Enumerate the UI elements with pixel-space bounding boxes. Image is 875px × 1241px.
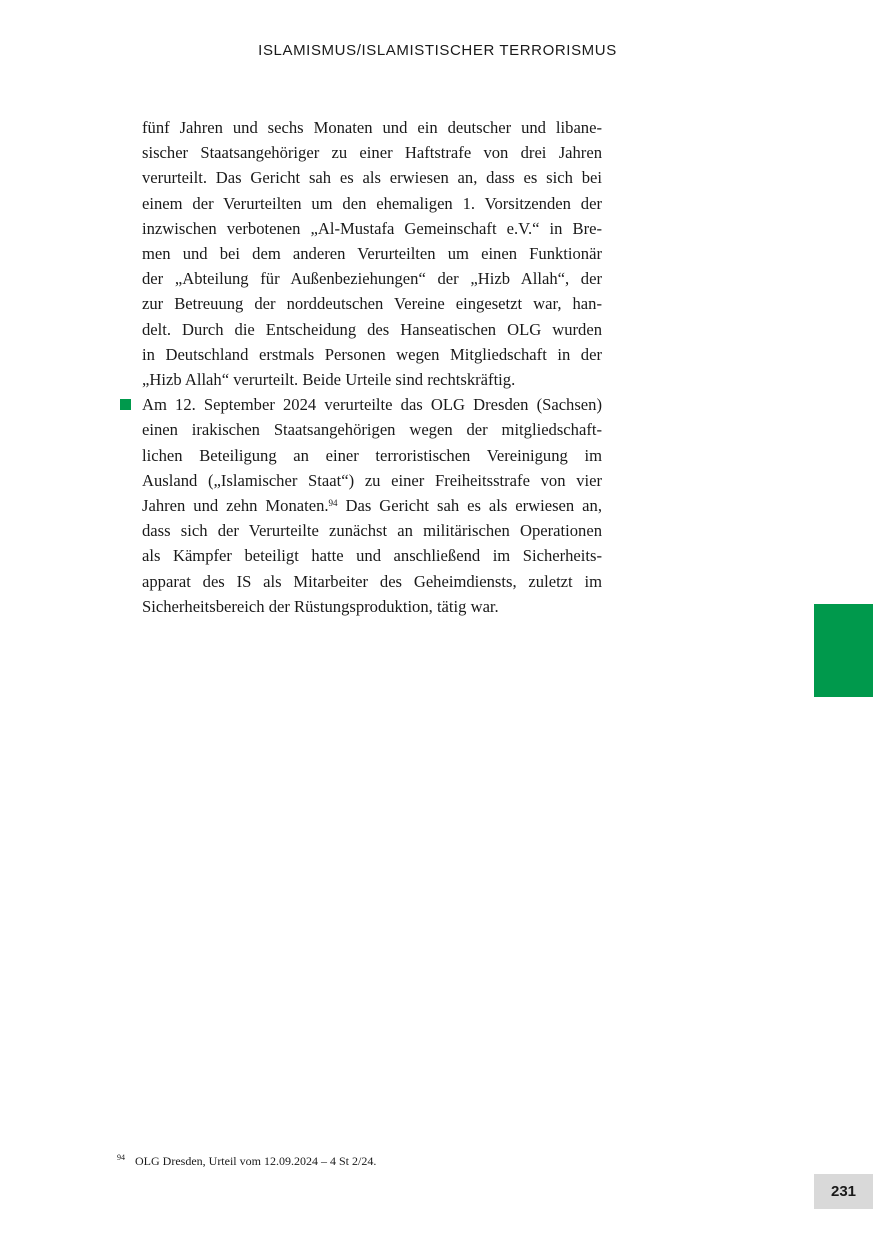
- bullet-paragraph: [142, 392, 602, 619]
- text-line: einen irakischen Staatsangehörigen wegen der mitgliedschaft-: [142, 420, 602, 440]
- text-line: delt. Durch die Entscheidung des Hanseatischen OLG wurden: [142, 319, 602, 339]
- text-line: Am 12. September 2024 verurteilte das OLG Dresden (Sachsen): [142, 395, 602, 415]
- text-line: dass sich der Verurteilte zunächst an militärischen Operationen: [142, 521, 602, 541]
- paragraph-continuation: [142, 115, 602, 392]
- text-line: „Hizb Allah“ verurteilt. Beide Urteile sind rechtskräftig.: [142, 370, 516, 390]
- text-segment: Jahren und zehn Monaten.: [142, 496, 329, 516]
- text-line: fünf Jahren und sechs Monaten und ein deutscher und libane-: [142, 118, 602, 137]
- text-line: Sicherheitsbereich der Rüstungsproduktion, tätig war.: [142, 596, 499, 616]
- footnote-number: 94: [117, 1153, 125, 1162]
- text-line: men und bei dem anderen Verurteilten um einen Funktionär: [142, 244, 602, 264]
- text-line: einem der Verurteilten um den ehemaligen 1. Vorsitzenden der: [142, 193, 602, 213]
- text-line: apparat des IS als Mitarbeiter des Geheimdiensts, zuletzt im: [142, 571, 602, 591]
- text-line: sischer Staatsangehöriger zu einer Haftstrafe von drei Jahren: [142, 143, 602, 163]
- text-line: lichen Beteiligung an einer terroristischen Vereinigung im: [142, 445, 602, 465]
- body-text: [142, 115, 602, 619]
- text-line: verurteilt. Das Gericht sah es als erwiesen an, dass es sich bei: [142, 168, 602, 188]
- page-number: 231: [814, 1174, 873, 1209]
- text-line: als Kämpfer beteiligt hatte und anschließend im Sicherheits-: [142, 546, 602, 566]
- running-header: ISLAMISMUS/ISLAMISTISCHER TERRORISMUS: [258, 42, 617, 59]
- text-line: in Deutschland erstmals Personen wegen Mitgliedschaft in der: [142, 344, 602, 364]
- text-line-with-footnote: [142, 493, 602, 518]
- text-line: der „Abteilung für Außenbeziehungen“ der „Hizb Allah“, der: [142, 269, 602, 289]
- text-segment: Das Gericht sah es als erwiesen an,: [337, 496, 602, 516]
- footnote-reference[interactable]: 94: [328, 498, 338, 509]
- text-line: zur Betreuung der norddeutschen Vereine eingesetzt war, han-: [142, 294, 602, 314]
- text-line: Ausland („Islamischer Staat“) zu einer Freiheitsstrafe von vier: [142, 470, 602, 490]
- footnote-text: OLG Dresden, Urteil vom 12.09.2024 – 4 St 2/24.: [135, 1154, 377, 1168]
- text-line: inzwischen verbotenen „Al-Mustafa Gemeinschaft e.V.“ in Bre-: [142, 218, 602, 238]
- bullet-square-icon: [120, 399, 131, 410]
- chapter-side-tab: [814, 604, 873, 697]
- footnote: [117, 1154, 376, 1169]
